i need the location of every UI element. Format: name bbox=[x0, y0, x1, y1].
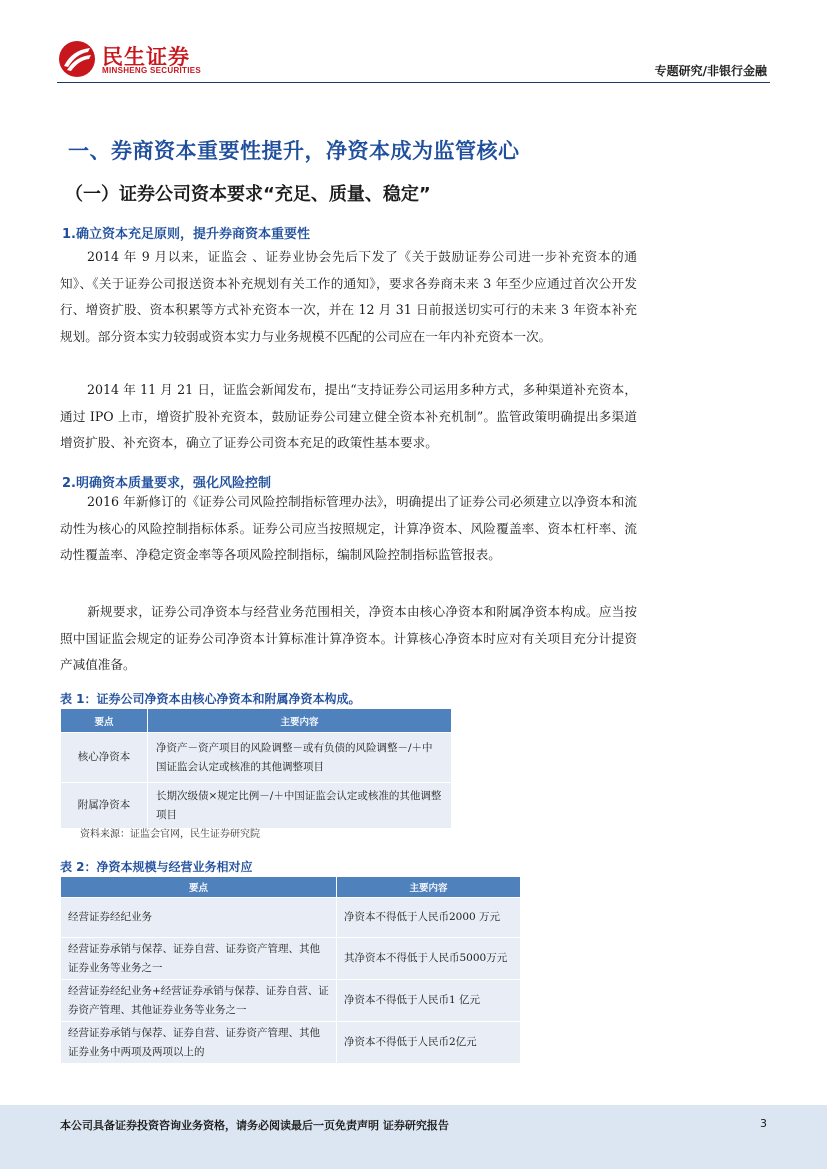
table-cell: 净资本不得低于人民币1 亿元 bbox=[337, 980, 521, 1022]
table-cell: 其净资本不得低于人民币5000万元 bbox=[337, 938, 521, 980]
table-row bbox=[61, 980, 521, 1022]
company-logo bbox=[58, 40, 208, 78]
table-cell: 长期次级债×规定比例－/＋中国证监会认定或核准的其他调整项目 bbox=[148, 783, 452, 829]
table-header-cell: 主要内容 bbox=[148, 709, 452, 733]
page-footer bbox=[0, 1105, 827, 1169]
table-header-cell: 要点 bbox=[61, 709, 148, 733]
table-cell: 经营证券承销与保荐、证券自营、证券资产管理、其他证券业务中两项及两项以上的 bbox=[61, 1022, 337, 1064]
paragraph: 2014 年 11 月 21 日，证监会新闻发布，提出“支持证券公司运用多种方式，多种渠道补充资本，通过 IPO 上市，增资扩股补充资本，鼓励证券公司建立健全资本补充机制”。监管政策明确提出多渠道增资扩股、补充资本，确立了证券公司资本充足的政策性基本要求。 bbox=[60, 382, 637, 451]
table-cell: 净资本不得低于人民币2000 万元 bbox=[337, 898, 521, 938]
table-header-cell: 要点 bbox=[61, 877, 337, 898]
table-row bbox=[61, 1022, 521, 1064]
source-note: 资料来源：证监会官网，民生证券研究院 bbox=[80, 829, 260, 840]
table-cell: 净资本不得低于人民币2亿元 bbox=[337, 1022, 521, 1064]
section-title: 一、券商资本重要性提升，净资本成为监管核心 bbox=[68, 139, 520, 163]
table-cell: 经营证券经纪业务+经营证券承销与保荐、证券自营、证券资产管理、其他证券业务等业务之一 bbox=[61, 980, 337, 1022]
footer-disclaimer: 本公司具备证券投资咨询业务资格，请务必阅读最后一页免责声明 证券研究报告 bbox=[60, 1119, 449, 1132]
table-row bbox=[61, 938, 521, 980]
table-cell: 经营证券承销与保荐、证券自营、证券资产管理、其他证券业务等业务之一 bbox=[61, 938, 337, 980]
paragraph: 新规要求，证券公司净资本与经营业务范围相关，净资本由核心净资本和附属净资本构成。应当按照中国证监会规定的证券公司净资本计算标准计算净资本。计算核心净资本时应对有关项目充分计提资产减值准备。 bbox=[60, 604, 637, 673]
header-divider bbox=[57, 82, 770, 83]
table-cell: 核心净资本 bbox=[61, 733, 148, 783]
report-category: 专题研究/非银行金融 bbox=[654, 64, 767, 78]
page-header bbox=[0, 0, 827, 90]
subsection-title: （一）证券公司资本要求“充足、质量、稳定” bbox=[65, 184, 431, 205]
paragraph: 2014 年 9 月以来，证监会 、证券业协会先后下发了《关于鼓励证券公司进一步补充资本的通知》、《关于证券公司报送资本补充规划有关工作的通知》，要求各券商未来 3 年至少应通过首次公开发行、增资扩股、资本积累等方式补充资本一次，并在 12 月 31 日前报送切实可行的未来 3 年资本补充规划。部分资本实力较弱或资本实力与业务规模不匹配的公司应在一年内补充资本一次。 bbox=[60, 249, 637, 344]
table-cell: 经营证券经纪业务 bbox=[61, 898, 337, 938]
table-2 bbox=[60, 876, 521, 1064]
table-cell: 净资产－资产项目的风险调整－或有负债的风险调整－/＋中国证监会认定或核准的其他调整项目 bbox=[148, 733, 452, 783]
table-row bbox=[61, 783, 452, 829]
table-cell: 附属净资本 bbox=[61, 783, 148, 829]
sub-heading-1: 1.确立资本充足原则，提升券商资本重要性 bbox=[62, 227, 310, 242]
logo-name-en: MINSHENG SECURITIES bbox=[102, 66, 202, 75]
sub-heading-2: 2.明确资本质量要求，强化风险控制 bbox=[62, 476, 271, 491]
page-number: 3 bbox=[760, 1117, 767, 1130]
table-1-caption: 表 1：证券公司净资本由核心净资本和附属净资本构成。 bbox=[60, 692, 361, 706]
table-row bbox=[61, 898, 521, 938]
minsheng-logo-icon bbox=[58, 40, 96, 78]
table-row bbox=[61, 733, 452, 783]
table-header-cell: 主要内容 bbox=[337, 877, 521, 898]
paragraph: 2016 年新修订的《证券公司风险控制指标管理办法》，明确提出了证券公司必须建立以净资本和流动性为核心的风险控制指标体系。证券公司应当按照规定，计算净资本、风险覆盖率、资本杠杆率、流动性覆盖率、净稳定资金率等各项风险控制指标，编制风险控制指标监管报表。 bbox=[60, 494, 637, 563]
table-1 bbox=[60, 708, 452, 829]
logo-name-cn: 民生证券 bbox=[102, 45, 190, 69]
table-2-caption: 表 2：净资本规模与经营业务相对应 bbox=[60, 860, 253, 874]
